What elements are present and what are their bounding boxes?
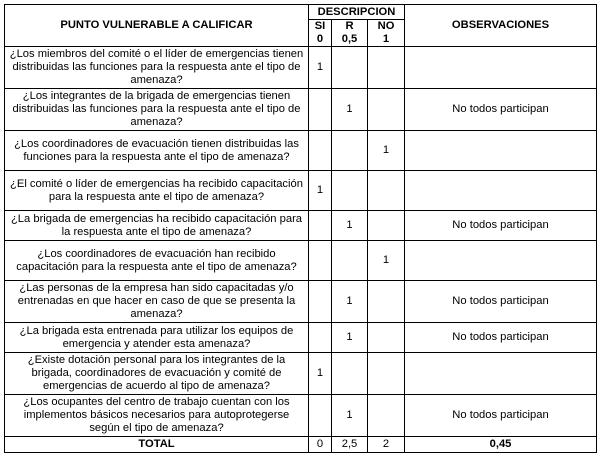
no-cell [368, 47, 405, 89]
no-cell: 1 [368, 241, 405, 281]
si-cell [309, 241, 332, 281]
si-cell: 1 [309, 171, 332, 211]
r-cell [332, 353, 368, 395]
r-cell: 1 [332, 211, 368, 241]
no-cell [368, 171, 405, 211]
total-si: 0 [309, 437, 332, 453]
question-cell: ¿Los coordinadores de evacuación han recibido capacitación para la respuesta ante el tipo de amenaza? [5, 241, 309, 281]
total-label: TOTAL [5, 437, 309, 453]
no-cell [368, 281, 405, 323]
header-si: SI 0 [309, 20, 332, 47]
si-cell [309, 281, 332, 323]
question-cell: ¿Los miembros del comité o el líder de emergencias tienen distribuidas las funciones para la respuesta ante el tipo de amenaza? [5, 47, 309, 89]
question-cell: ¿La brigada de emergencias ha recibido capacitación para la respuesta ante el tipo de amenaza? [5, 211, 309, 241]
table-row [5, 131, 597, 171]
si-cell [309, 395, 332, 437]
observation-cell [405, 171, 597, 211]
question-cell: ¿Los coordinadores de evacuación tienen distribuidas las funciones para la respuesta ante el tipo de amenaza? [5, 131, 309, 171]
table-row [5, 395, 597, 437]
no-cell: 1 [368, 131, 405, 171]
table-row [5, 171, 597, 211]
no-cell [368, 211, 405, 241]
header-description: DESCRIPCION [309, 5, 405, 20]
header-question-col: PUNTO VULNERABLE A CALIFICAR [5, 5, 309, 47]
total-row [5, 437, 597, 453]
observation-cell [405, 131, 597, 171]
no-cell [368, 353, 405, 395]
r-cell: 1 [332, 395, 368, 437]
si-cell [309, 131, 332, 171]
question-cell: ¿Existe dotación personal para los integrantes de la brigada, coordinadores de evacuación y comité de emergencias de acuerdo al tipo de amenaza? [5, 353, 309, 395]
no-cell [368, 89, 405, 131]
question-cell: ¿La brigada esta entrenada para utilizar los equipos de emergencia y atender esta amenaza? [5, 323, 309, 353]
si-cell [309, 211, 332, 241]
r-cell [332, 171, 368, 211]
r-cell: 1 [332, 323, 368, 353]
r-cell [332, 131, 368, 171]
si-cell: 1 [309, 353, 332, 395]
header-r: R 0,5 [332, 20, 368, 47]
table-row [5, 353, 597, 395]
total-score: 0,45 [405, 437, 597, 453]
question-cell: ¿Las personas de la empresa han sido capacitadas y/o entrenadas en que hacer en caso de que se presenta la amenaza? [5, 281, 309, 323]
table-row [5, 241, 597, 281]
total-no: 2 [368, 437, 405, 453]
question-cell: ¿Los ocupantes del centro de trabajo cuentan con los implementos básicos necesarios para autoprotegerse según el tipo de amenaza? [5, 395, 309, 437]
observation-cell [405, 241, 597, 281]
no-cell [368, 395, 405, 437]
question-cell: ¿El comité o líder de emergencias ha recibido capacitación para la respuesta ante el tipo de amenaza? [5, 171, 309, 211]
header-observations: OBSERVACIONES [405, 5, 597, 47]
table-row [5, 323, 597, 353]
si-cell [309, 89, 332, 131]
table-row [5, 281, 597, 323]
observation-cell [405, 47, 597, 89]
si-cell: 1 [309, 47, 332, 89]
observation-cell [405, 353, 597, 395]
total-r: 2,5 [332, 437, 368, 453]
header-no: NO 1 [368, 20, 405, 47]
observation-cell: No todos participan [405, 323, 597, 353]
si-cell [309, 323, 332, 353]
observation-cell: No todos participan [405, 281, 597, 323]
r-cell [332, 47, 368, 89]
table-row [5, 89, 597, 131]
r-cell: 1 [332, 89, 368, 131]
r-cell [332, 241, 368, 281]
observation-cell: No todos participan [405, 211, 597, 241]
table-row [5, 47, 597, 89]
question-cell: ¿Los integrantes de la brigada de emergencias tienen distribuidas las funciones para la respuesta ante el tipo de amenaza? [5, 89, 309, 131]
r-cell: 1 [332, 281, 368, 323]
observation-cell: No todos participan [405, 89, 597, 131]
evaluation-table [4, 4, 597, 453]
observation-cell: No todos participan [405, 395, 597, 437]
no-cell [368, 323, 405, 353]
table-row [5, 211, 597, 241]
